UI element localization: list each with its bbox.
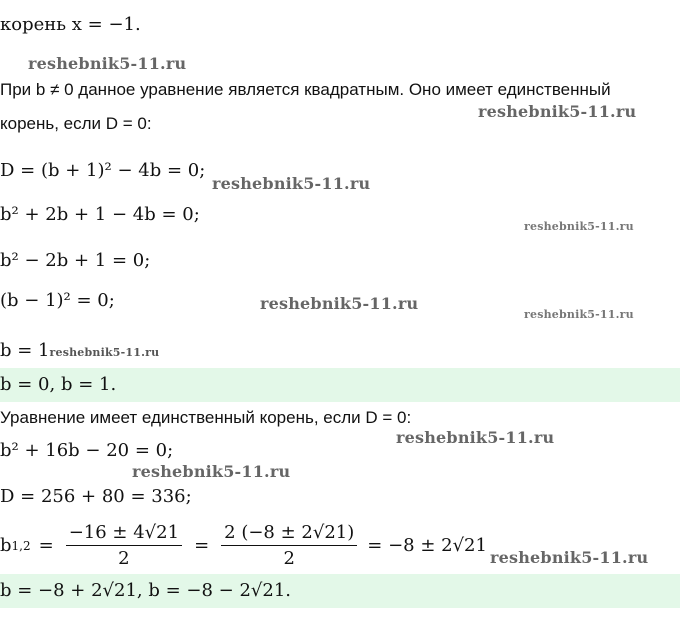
second-discriminant: D = 256 + 80 = 336; — [0, 486, 192, 507]
fraction-2-numerator: 2 (−8 ± 2√21) — [221, 522, 357, 546]
roots-result: = −8 ± 2√21 — [367, 535, 487, 556]
equals-sign: = — [38, 535, 54, 556]
watermark: reshebnik5-11.ru — [478, 102, 637, 121]
fraction-2 — [221, 522, 357, 569]
watermark: reshebnik5-11.ru — [132, 462, 291, 481]
unique-root-condition-text: Уравнение имеет единственный корень, если D = 0: — [0, 408, 412, 427]
fraction-1 — [66, 522, 182, 569]
squared-equation: (b − 1)² = 0; — [0, 290, 115, 311]
fraction-1-numerator: −16 ± 4√21 — [66, 522, 182, 546]
watermark: reshebnik5-11.ru — [396, 428, 555, 447]
b-symbol: b — [0, 535, 12, 556]
watermark: reshebnik5-11.ru — [49, 346, 160, 359]
b-value: b = 1 — [0, 340, 50, 361]
discriminant-equation: D = (b + 1)² − 4b = 0; — [0, 160, 206, 181]
watermark: reshebnik5-11.ru — [260, 294, 419, 313]
root-x-line: корень x = −1. — [0, 14, 141, 35]
expanded-equation: b² + 2b + 1 − 4b = 0; — [0, 204, 200, 225]
simplified-equation: b² − 2b + 1 = 0; — [0, 250, 151, 271]
watermark: reshebnik5-11.ru — [212, 174, 371, 193]
watermark: reshebnik5-11.ru — [28, 54, 187, 73]
watermark: reshebnik5-11.ru — [524, 308, 634, 321]
equals-sign: = — [194, 535, 210, 556]
roots-formula — [0, 522, 487, 569]
discriminant-condition-text: корень, если D = 0: — [0, 114, 152, 133]
b-subscript: 1,2 — [11, 538, 31, 553]
quadratic-condition-text: При b ≠ 0 данное уравнение является квадратным. Оно имеет единственный — [0, 80, 611, 99]
final-answer: b = −8 + 2√21, b = −8 − 2√21. — [0, 580, 292, 601]
watermark: reshebnik5-11.ru — [524, 220, 634, 233]
fraction-2-denominator: 2 — [283, 548, 295, 569]
watermark: reshebnik5-11.ru — [490, 548, 649, 567]
answer-b-values: b = 0, b = 1. — [0, 374, 117, 395]
b-equals-1 — [0, 340, 159, 361]
second-quadratic-equation: b² + 16b − 20 = 0; — [0, 440, 174, 461]
fraction-1-denominator: 2 — [118, 548, 130, 569]
